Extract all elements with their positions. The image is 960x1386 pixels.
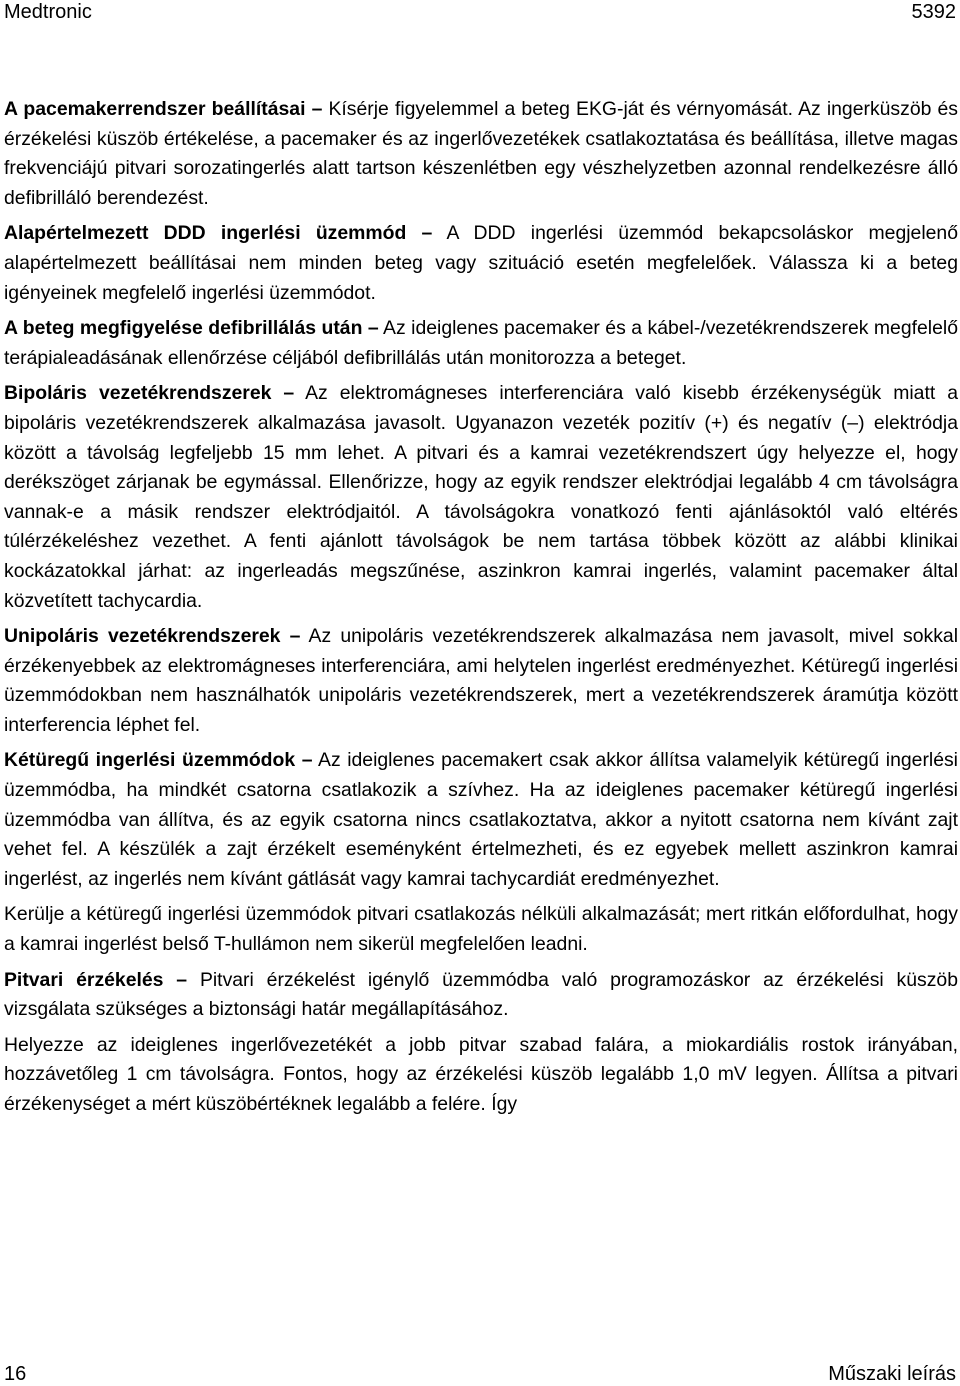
document-body bbox=[4, 95, 958, 1126]
paragraph-text: Kerülje a kétüregű ingerlési üzemmódok pitvari csatlakozás nélküli alkalmazását; mert ritkán előfordulhat, hogy a kamrai ingerlést belső T-hullámon nem sikerül megfelelően leadni. bbox=[4, 903, 958, 956]
paragraph-atrial-sensing bbox=[4, 966, 958, 1025]
paragraph-lead-placement bbox=[4, 1031, 958, 1120]
paragraph-text: Az unipoláris vezetékrendszerek alkalmazása nem javasolt, mivel sokkal érzékenyebbek az elektromágneses interferenciára, ami helytelen ingerlést eredményezhet. Kétüregű ingerlési üzemmódokban nem használhatók unipoláris vezetékrendszerek, mert a vezetékrendszerek áramútja között interferencia léphet fel. bbox=[4, 625, 959, 736]
paragraph-heading: Kétüregű ingerlési üzemmódok – bbox=[4, 749, 313, 772]
brand-name: Medtronic bbox=[4, 1, 92, 23]
paragraph-heading: Alapértelmezett DDD ingerlési üzemmód – bbox=[4, 222, 433, 245]
paragraph-text: Pitvari érzékelést igénylő üzemmódba való programozáskor az érzékelési küszöb vizsgálata szükséges a biztonsági határ megállapításához. bbox=[4, 968, 958, 1021]
paragraph-text: Helyezze az ideiglenes ingerlővezetékét a jobb pitvar szabad falára, a miokardiális rostok irányában, hozzávetőleg 1 cm távolságra. Fontos, hogy az érzékelési küszöb legalább 1,0 mV legyen. Állítsa a pitvari érzékenységet a mért küszöbértéknek legalább a felére. Így bbox=[4, 1033, 958, 1115]
paragraph-text: Az elektromágneses interferenciára való kisebb érzékenységük miatt a bipoláris vezetékrendszerek alkalmazása javasolt. Ugyanazon vezeték pozitív (+) és negatív (–) elektródja között a távolság legfeljebb 15 mm lehet. A pitvari és a kamrai vezetékrendszert úgy helyezze el, hogy derékszöget zárjanak be egymással. Ellenőrizze, hogy az egyik rendszer elektródjai legalább 4 cm távolságra vannak-e a másik rendszer elektródjaitól. A távolságokra vonatkozó fenti ajánlásoktól való eltérés túlérzékeléshez vezethet. A fenti ajánlott távolságok be nem tartása többek között az alábbi klinikai kockázatokkal járhat: az ingerleadás megszűnése, aszinkron kamrai ingerlés, valamint pacemaker által közvetített tachycardia. bbox=[4, 382, 959, 612]
paragraph-unipolar-leads bbox=[4, 622, 958, 740]
paragraph-pacemaker-settings bbox=[4, 95, 958, 213]
paragraph-text: Kísérje figyelemmel a beteg EKG-ját és vérnyomását. Az ingerküszöb és érzékelési küszöb értékelése, a pacemaker és az ingerlővezetékek csatlakoztatása és beállítása, illetve magas frekvenciájú pitvari sorozatingerlés alatt tartson készenlétben egy vészhelyzetben azonnal rendelkezésre álló defibrilláló berendezést. bbox=[4, 98, 958, 209]
page-footer bbox=[4, 1362, 956, 1386]
document-number: 5392 bbox=[911, 1, 956, 23]
paragraph-heading: Unipoláris vezetékrendszerek – bbox=[4, 625, 301, 648]
page-number: 16 bbox=[4, 1363, 27, 1385]
paragraph-heading: A beteg megfigyelése defibrillálás után – bbox=[4, 317, 379, 340]
paragraph-text: A DDD ingerlési üzemmód bekapcsoláskor megjelenő alapértelmezett beállításai nem minden beteg vagy szituáció esetén megfelelőek. Válassza ki a beteg igényeinek megfelelő ingerlési üzemmódot. bbox=[4, 222, 958, 304]
paragraph-heading: Bipoláris vezetékrendszerek – bbox=[4, 382, 295, 405]
paragraph-text: Az ideiglenes pacemaker és a kábel-/vezetékrendszerek megfelelő terápialeadásának ellenőrzése céljából defibrillálás után monitorozza a beteget. bbox=[4, 317, 958, 369]
paragraph-text: Az ideiglenes pacemakert csak akkor állítsa valamelyik kétüregű ingerlési üzemmódba, ha mindkét csatorna csatlakozik a szívhez. Ha az ideiglenes pacemaker kétüregű ingerlési üzemmódba van állítva, és az egyik csatorna nincs csatlakoztatva, akkor a nyitott csatorna nem kívánt zajt vehet fel. A készülék a zajt érzékelt eseményként értelmezheti, és ez egyebek mellett aszinkron kamrai ingerlést, az ingerlés nem kívánt gátlását vagy kamrai tachycardiát eredményezhet. bbox=[4, 749, 958, 890]
paragraph-default-ddd-mode bbox=[4, 219, 958, 308]
paragraph-heading: A pacemakerrendszer beállításai – bbox=[4, 98, 323, 120]
paragraph-dual-chamber-modes bbox=[4, 746, 958, 894]
paragraph-heading: Pitvari érzékelés – bbox=[4, 968, 188, 991]
paragraph-bipolar-leads bbox=[4, 379, 958, 616]
paragraph-post-defibrillation bbox=[4, 314, 958, 373]
page-header bbox=[4, 0, 956, 26]
section-title: Műszaki leírás bbox=[828, 1363, 956, 1385]
paragraph-dual-chamber-caution bbox=[4, 900, 958, 959]
